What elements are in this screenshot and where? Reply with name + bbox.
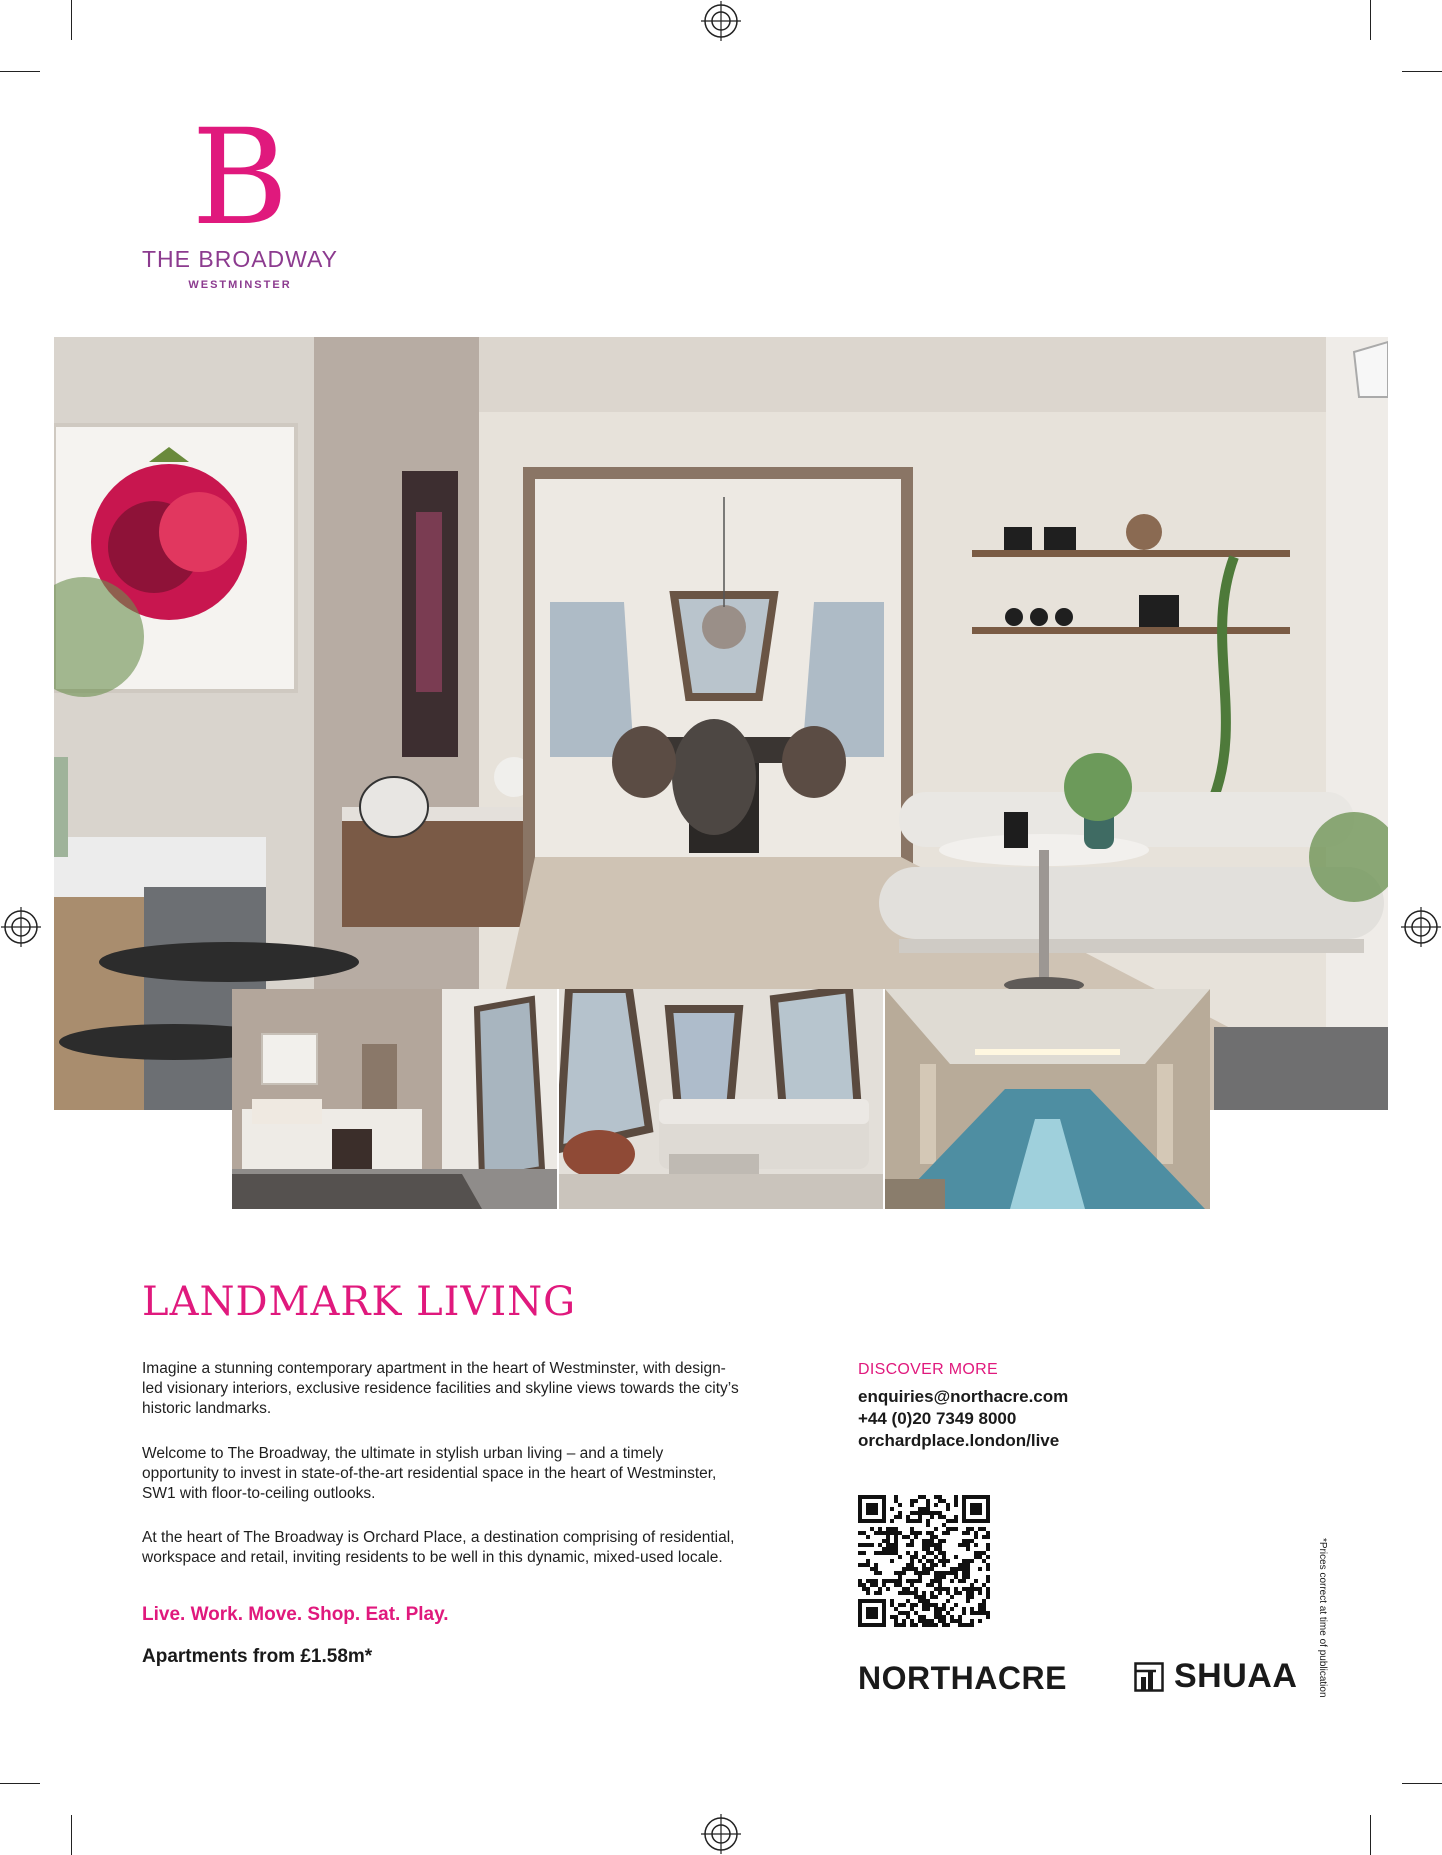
tagline: Live. Work. Move. Shop. Eat. Play.	[142, 1604, 449, 1625]
thumbnail-bedroom	[232, 989, 557, 1209]
crop-mark	[1402, 71, 1442, 72]
shuaa-mark-icon	[1134, 1662, 1164, 1692]
contact-website[interactable]: orchardplace.london/live	[858, 1431, 1060, 1450]
orchard-place-paragraph: At the heart of The Broadway is Orchard Place, a destination comprising of residential, workspace and retail, inviting residents to be well in this dynamic, mixed-used locale.	[142, 1529, 735, 1566]
qr-code-icon[interactable]	[858, 1495, 990, 1627]
registration-mark-icon	[701, 1814, 741, 1854]
price-line: Apartments from £1.58m*	[142, 1646, 373, 1667]
discover-more-heading: DISCOVER MORE	[858, 1361, 998, 1378]
broadway-logo	[135, 101, 345, 291]
crop-mark	[1402, 1783, 1442, 1784]
crop-mark	[71, 0, 72, 40]
crop-mark	[71, 1815, 72, 1855]
shuaa-wordmark: SHUAA	[1174, 1657, 1298, 1695]
welcome-paragraph: Welcome to The Broadway, the ultimate in stylish urban living – and a timely opportunity to invest in state-of-the-art residential space in the heart of Westminster, SW1 with floor-to-ceiling outlooks.	[142, 1445, 717, 1502]
thumbnail-lounge	[559, 989, 884, 1209]
registration-mark-icon	[1401, 907, 1441, 947]
intro-paragraph: Imagine a stunning contemporary apartment in the heart of Westminster, with design-led visionary interiors, exclusive residence facilities and skyline views towards the city’s historic landmarks.	[142, 1360, 739, 1417]
logo-location: WESTMINSTER	[188, 279, 292, 291]
crop-mark	[1370, 1815, 1371, 1855]
price-disclaimer: *Prices correct at time of publication	[1317, 1538, 1328, 1698]
northacre-logo: NORTHACRE	[858, 1660, 1067, 1696]
shuaa-logo	[1134, 1657, 1297, 1696]
logo-name: THE BROADWAY	[141, 246, 338, 272]
registration-mark-icon	[1, 907, 41, 947]
headline: LANDMARK LIVING	[142, 1279, 577, 1325]
crop-mark	[0, 71, 40, 72]
crop-mark	[0, 1783, 40, 1784]
thumbnail-pool	[885, 989, 1210, 1209]
registration-mark-icon	[701, 1, 741, 41]
thumbnail-strip	[232, 989, 1210, 1209]
contact-email[interactable]: enquiries@northacre.com	[858, 1387, 1069, 1406]
logo-monogram: B	[191, 101, 289, 255]
crop-mark	[1370, 0, 1371, 40]
contact-phone[interactable]: +44 (0)20 7349 8000	[858, 1409, 1017, 1428]
